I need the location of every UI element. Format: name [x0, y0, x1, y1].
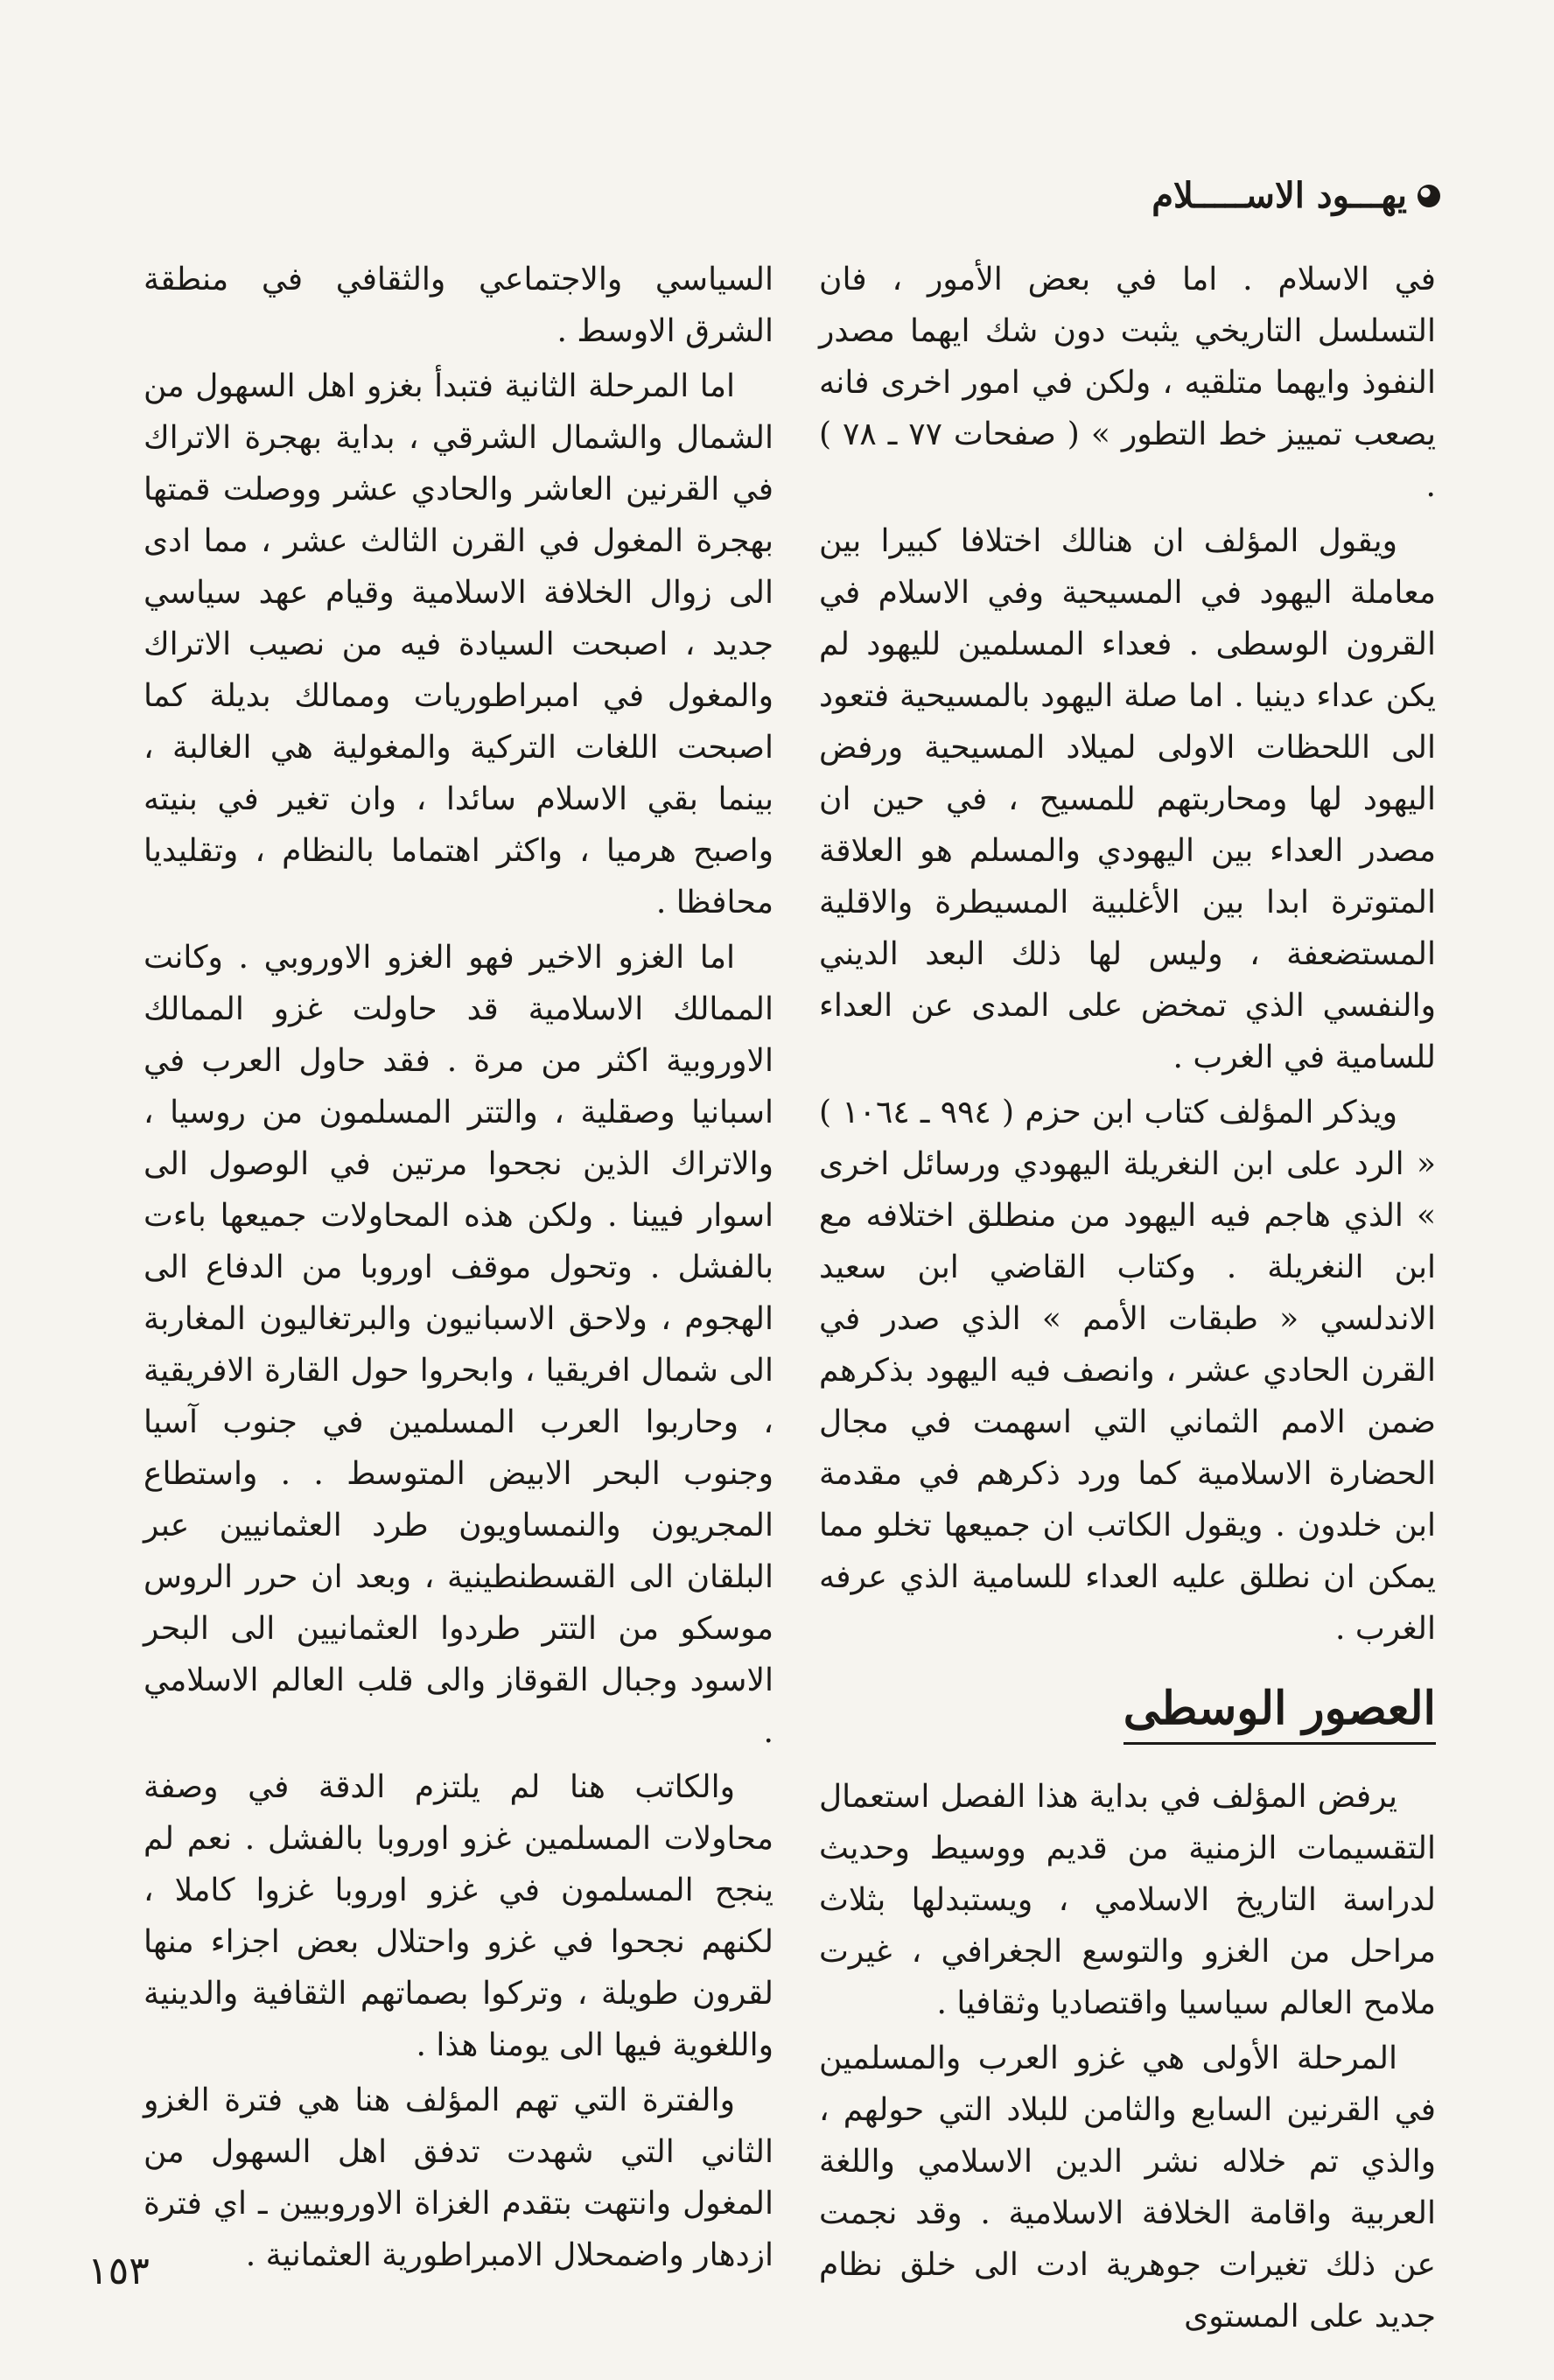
right-column [819, 254, 1436, 2346]
paragraph: ويذكر المؤلف كتاب ابن حزم ( ٩٩٤ ـ ١٠٦٤ ) « الرد على ابن النغريلة اليهودي ورسائل اخرى » الذي هاجم فيه اليهود من منطلق اختلافه مع ابن النغريلة . وكتاب القاضي ابن سعيد الاندلسي « طبقات الأمم » الذي صدر في القرن الحادي عشر ، وانصف فيه اليهود بذكرهم ضمن الامم الثماني التي اسهمت في مجال الحضارة الاسلامية كما ورد ذكرهم في مقدمة ابن خلدون . ويقول الكاتب ان جميعها تخلو مما يمكن ان نطلق عليه العداء للسامية الذي عرفه الغرب . [819, 1095, 1436, 1647]
paragraph: ويقول المؤلف ان هنالك اختلافا كبيرا بين معاملة اليهود في المسيحية وفي الاسلام في القرون الوسطى . فعداء المسلمين لليهود لم يكن عداء دينيا . اما صلة اليهود بالمسيحية فتعود الى اللحظات الاولى لميلاد المسيحية ورفض اليهود لها ومحاربتهم للمسيح ، في حين ان مصدر العداء بين اليهودي والمسلم هو العلاقة المتوترة ابدا بين الأغلبية المسيطرة والاقلية المستضعفة ، وليس لها ذلك البعد الديني والنفسي الذي تمخض على المدى عن العداء للسامية في الغرب . [819, 523, 1436, 1075]
paragraph: والكاتب هنا لم يلتزم الدقة في وصفة محاولات المسلمين غزو اوروبا بالفشل . نعم لم ينجح المسلمون في غزو اوروبا غزوا كاملا ، لكنهم نجحوا في غزو واحتلال بعض اجزاء منها لقرون طويلة ، وتركوا بصماتهم الثقافية والدينية واللغوية فيها الى يومنا هذا . [144, 1769, 774, 2063]
paragraph: المرحلة الأولى هي غزو العرب والمسلمين في القرنين السابع والثامن للبلاد التي حولهم ، والذي تم خلاله نشر الدين الاسلامي واللغة العربية واقامة الخلافة الاسلامية . وقد نجمت عن ذلك تغيرات جوهرية ادت الى خلق نظام جديد على المستوى [819, 2040, 1436, 2334]
paragraph: اما الغزو الاخير فهو الغزو الاوروبي . وكانت الممالك الاسلامية قد حاولت غزو الممالك الاوروبية اكثر من مرة . فقد حاول العرب في اسبانيا وصقلية ، والتتر المسلمون من روسيا ، والاتراك الذين نجحوا مرتين في الوصول الى اسوار فيينا . ولكن هذه المحاولات جميعها باءت بالفشل . وتحول موقف اوروبا من الدفاع الى الهجوم ، ولاحق الاسبانيون والبرتغاليون المغاربة الى شمال افريقيا ، وابحروا حول القارة الافريقية ، وحاربوا العرب المسلمين في جنوب آسيا وجنوب البحر الابيض المتوسط . . واستطاع المجريون والنمساويون طرد العثمانيين عبر البلقان الى القسطنطينية ، وبعد ان حرر الروس موسكو من التتر طردوا العثمانيين الى البحر الاسود وجبال القوقاز والى قلب العالم الاسلامي . [144, 940, 774, 1750]
paragraph: يرفض المؤلف في بداية هذا الفصل استعمال التقسيمات الزمنية من قديم ووسيط وحديث لدراسة التاريخ الاسلامي ، ويستبدلها بثلاث مراحل من الغزو والتوسع الجغرافي ، غيرت ملامح العالم سياسيا واقتصاديا وثقافيا . [819, 1779, 1436, 2021]
paragraph: السياسي والاجتماعي والثقافي في منطقة الشرق الاوسط . [144, 262, 774, 349]
running-title: يهـــود الاســـــلام [1152, 175, 1407, 216]
left-column [144, 254, 774, 2285]
ornament-icon [1418, 185, 1440, 207]
running-header [1152, 175, 1440, 216]
section-heading: العصور الوسطى [1124, 1677, 1436, 1745]
paragraph: والفترة التي تهم المؤلف هنا هي فترة الغزو الثاني التي شهدت تدفق اهل السهول من المغول وانتهت بتقدم الغزاة الاوروبيين ـ اي فترة ازدهار واضمحلال الامبراطورية العثمانية . [144, 2082, 774, 2273]
page-number: ١٥٣ [88, 2249, 150, 2293]
paragraph: في الاسلام . اما في بعض الأمور ، فان التسلسل التاريخي يثبت دون شك ايهما مصدر النفوذ وايهما متلقيه ، ولكن في امور اخرى فانه يصعب تمييز خط التطور » ( صفحات ٧٧ ـ ٧٨ ) . [819, 262, 1436, 504]
paragraph: اما المرحلة الثانية فتبدأ بغزو اهل السهول من الشمال والشمال الشرقي ، بداية بهجرة الاتراك في القرنين العاشر والحادي عشر ووصلت قمتها بهجرة المغول في القرن الثالث عشر ، مما ادى الى زوال الخلافة الاسلامية وقيام عهد سياسي جديد ، اصبحت السيادة فيه من نصيب الاتراك والمغول في امبراطوريات وممالك بديلة كما اصبحت اللغات التركية والمغولية هي الغالبة ، بينما بقي الاسلام سائدا ، وان تغير في بنيته واصبح هرميا ، واكثر اهتماما بالنظام ، وتقليديا محافظا . [144, 368, 774, 920]
